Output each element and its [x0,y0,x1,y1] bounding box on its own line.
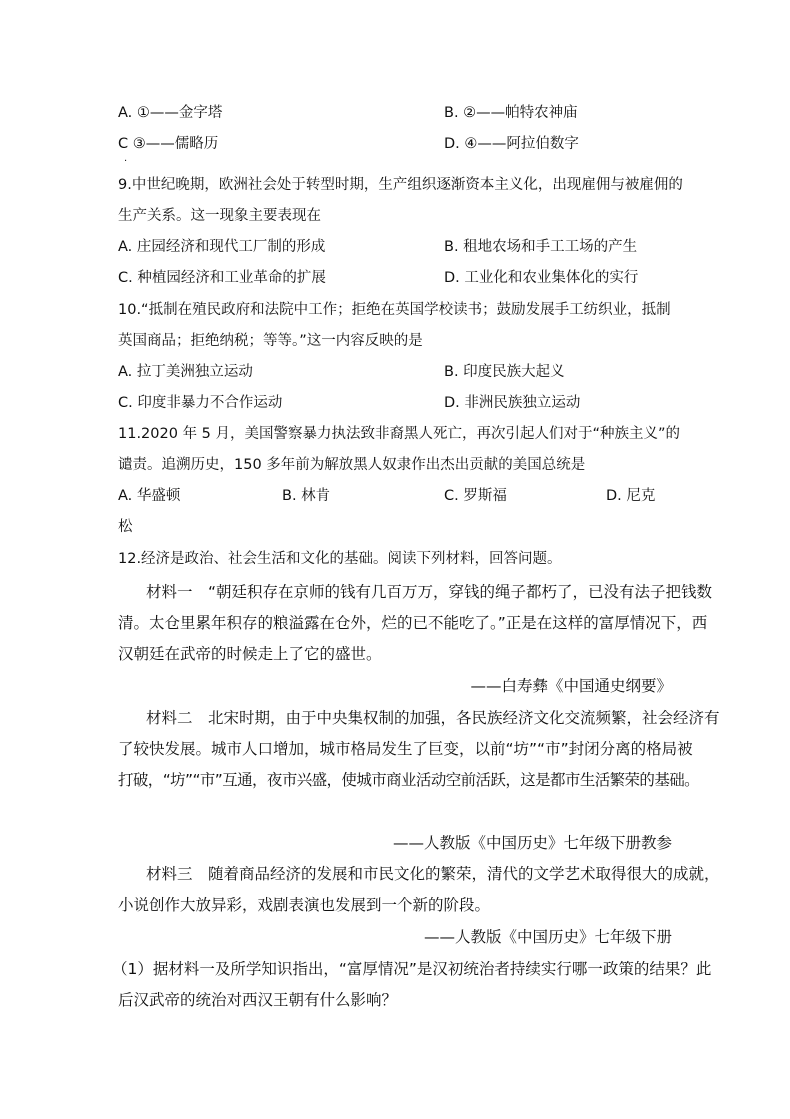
dot-mark: · [124,156,128,167]
material-2-line-3: 打破，“坊”“市”互通，夜市兴盛，使城市商业活动空前活跃，这是都市生活繁荣的基础。 [118,771,700,789]
material-1-line-3: 汉朝廷在武帝的时候走上了它的盛世。 [118,645,382,663]
sub-question-1-line-1: （1）据材料一及所学知识指出，“富厚情况”是汉初统治者持续实行哪一政策的结果？此 [112,960,712,978]
q10-option-b: B. 印度民族大起义 [444,364,565,380]
q11-option-d: D. 尼克 [606,488,656,504]
q11-option-c: C. 罗斯福 [444,488,507,504]
q9-option-c: C. 种植园经济和工业革命的扩展 [118,270,326,286]
material-2-line-1: 材料二 北宋时期，由于中央集权制的加强，各民族经济文化交流频繁，社会经济有 [146,709,720,727]
q11-option-a: A. 华盛顿 [118,488,181,504]
q8-option-c: C ③——儒略历 [118,136,219,152]
q12-stem: 12.经济是政治、社会生活和文化的基础。阅读下列材料，回答问题。 [118,551,562,567]
q8-option-d: D. ④——阿拉伯数字 [444,136,579,152]
q9-option-a: A. 庄园经济和现代工厂制的形成 [118,239,326,255]
material-3-source: ——人教版《中国历史》七年级下册 [423,928,672,946]
material-1-line-2: 清。太仓里累年积存的粮溢露在仓外，烂的已不能吃了。”正是在这样的富厚情况下，西 [118,614,708,632]
q9-option-d: D. 工业化和农业集体化的实行 [444,270,639,286]
q11-option-d-wrap: 松 [118,519,133,535]
sub-question-1-line-2: 后汉武帝的统治对西汉王朝有什么影响？ [118,991,398,1009]
q10-option-a: A. 拉丁美洲独立运动 [118,364,253,380]
q11-stem-line-2: 谴责。追溯历史，150 多年前为解放黑人奴隶作出杰出贡献的美国总统是 [118,457,586,473]
q10-option-c: C. 印度非暴力不合作运动 [118,395,283,411]
material-1-source: ——白寿彝《中国通史纲要》 [470,677,672,695]
q11-option-b: B. 林肯 [282,488,331,504]
q11-stem-line-1: 11.2020 年 5 月，美国警察暴力执法致非裔黑人死亡，再次引起人们对于“种族主义”的 [118,426,681,442]
q10-option-d: D. 非洲民族独立运动 [444,395,581,411]
q9-stem-line-2: 生产关系。这一现象主要表现在 [118,208,321,224]
q10-stem-line-1: 10.“抵制在殖民政府和法院中工作；拒绝在英国学校读书；鼓励发展手工纺织业，抵制 [118,302,671,318]
q9-stem-line-1: 9.中世纪晚期，欧洲社会处于转型时期，生产组织逐渐资本主义化，出现雇佣与被雇佣的 [118,177,683,193]
material-1-line-1: 材料一 “朝廷积存在京师的钱有几百万万，穿钱的绳子都朽了，已没有法子把钱数 [146,583,713,601]
q8-option-a: A. ①——金字塔 [118,105,223,121]
material-3-line-2: 小说创作大放异彩，戏剧表演也发展到一个新的阶段。 [118,896,491,914]
q9-option-b: B. 租地农场和手工工场的产生 [444,239,638,255]
q8-option-b: B. ②——帕特农神庙 [444,105,578,121]
q10-stem-line-2: 英国商品；拒绝纳税；等等。”这一内容反映的是 [118,333,423,349]
material-2-source: ——人教版《中国历史》七年级下册教参 [392,834,672,852]
material-3-line-1: 材料三 随着商品经济的发展和市民文化的繁荣，清代的文学艺术取得很大的成就， [146,865,720,883]
material-2-line-2: 了较快发展。城市人口增加，城市格局发生了巨变，以前“坊”“市”封闭分离的格局被 [118,740,693,758]
